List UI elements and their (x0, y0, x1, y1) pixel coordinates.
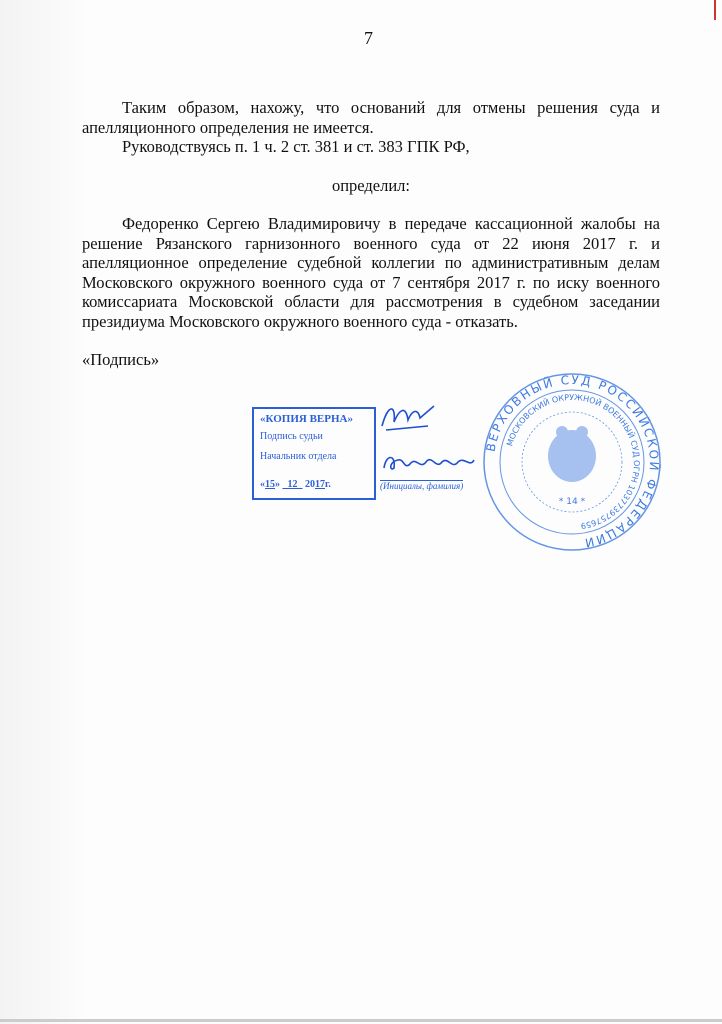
department-head-label: Начальник отдела (260, 451, 337, 462)
eagle-emblem-icon (548, 426, 596, 482)
scan-shadow (0, 0, 90, 1024)
corner-mark (702, 0, 716, 20)
seal-outer-text: ВЕРХОВНЫЙ СУД РОССИЙСКОЙ ФЕДЕРАЦИИ (483, 372, 662, 551)
court-seal (482, 372, 662, 552)
judge-signature (378, 400, 438, 434)
page-number: 7 (364, 28, 373, 48)
ruling-heading: определил: (331, 175, 411, 195)
document-body (82, 98, 660, 370)
copy-certified-stamp (252, 407, 376, 500)
seal-inner-text: МОСКОВСКИЙ ОКРУЖНОЙ ВОЕННЫЙ СУД ОГРН 1037739757659 (505, 392, 642, 531)
seal-number: * 14 * (558, 497, 586, 507)
head-signature (380, 448, 478, 476)
scan-edge (0, 1019, 722, 1022)
signature-placeholder: «Подпись» (82, 350, 160, 369)
stamp-date: «15» 12 2017г. (260, 479, 331, 490)
paragraph-ruling: Федоренко Сергею Владимировичу в передаче кассационной жалобы на решение Рязанского гарнизонного военного суда от 22 июня 2017 г. и апелляционное определение судебной коллегии по административным делам Московского окружного военного суда от 7 сентября 2017 г. по иску военного комиссариата Московской области для рассмотрения в судебном заседании президиума Московского окружного военного суда - отказать. (82, 214, 660, 331)
paragraph-legal-basis: Руководствуясь п. 1 ч. 2 ст. 381 и ст. 383 ГПК РФ, (122, 137, 470, 156)
initials-label: (Инициалы, фамилия) (380, 481, 464, 491)
stamp-title: «КОПИЯ ВЕРНА» (260, 413, 353, 425)
judge-signature-label: Подпись судьи (260, 431, 323, 442)
paragraph-conclusion: Таким образом, нахожу, что оснований для отмены решения суда и апелляционного определения не имеется. (82, 98, 660, 137)
